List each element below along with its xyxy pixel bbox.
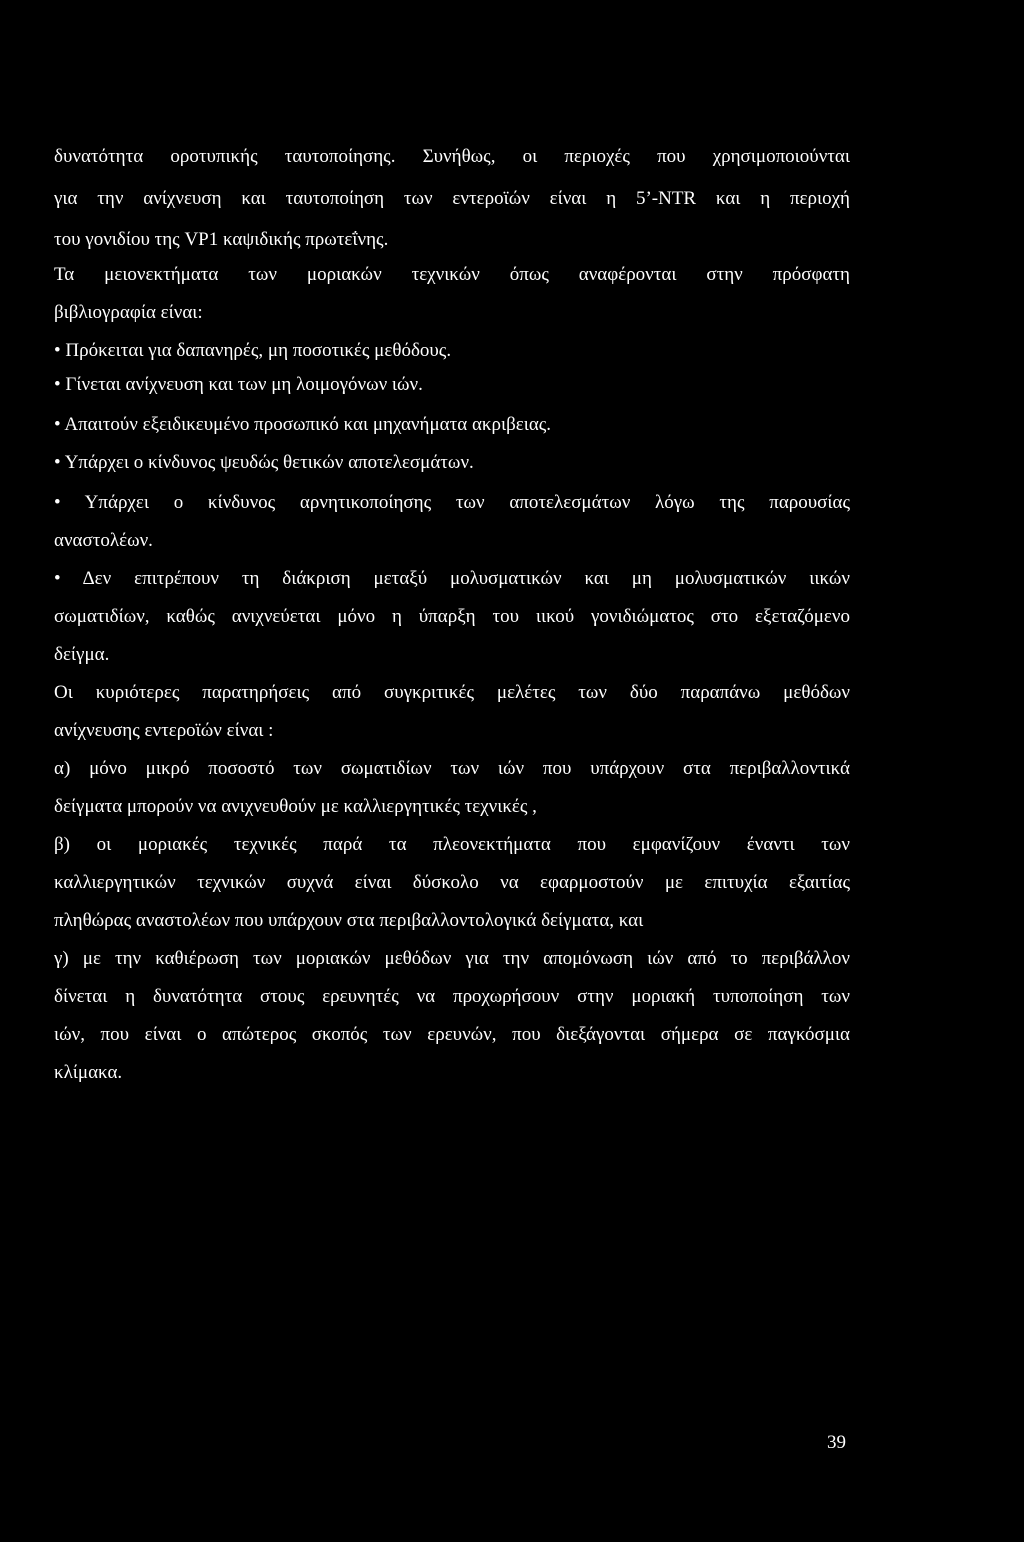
text-line: κλίμακα. <box>54 1062 123 1083</box>
bullet-item: • Πρόκειται για δαπανηρές, μη ποσοτικές μεθόδους. <box>54 340 452 361</box>
text-line: α) μόνο μικρό ποσοστό των σωματιδίων των ιών που υπάρχουν στα περιβαλλοντικά <box>54 758 850 779</box>
text-line: καλλιεργητικών τεχνικών συχνά είναι δύσκολο να εφαρμοστούν με επιτυχία εξαιτίας <box>54 872 850 893</box>
text-line: δείγματα μπορούν να ανιχνευθούν με καλλιεργητικές τεχνικές , <box>54 796 537 817</box>
text-line: γ) με την καθιέρωση των μοριακών μεθόδων για την απομόνωση ιών από το περιβάλλον <box>54 948 850 969</box>
text-line: ιών, που είναι ο απώτερος σκοπός των ερευνών, που διεξάγονται σήμερα σε παγκόσμια <box>54 1024 850 1045</box>
text-line: Οι κυριότερες παρατηρήσεις από συγκριτικές μελέτες των δύο παραπάνω μεθόδων <box>54 682 850 703</box>
text-line: Τα μειονεκτήματα των μοριακών τεχνικών όπως αναφέρονται στην πρόσφατη <box>54 264 850 285</box>
text-line: για την ανίχνευση και ταυτοποίηση των εντεροϊών είναι η 5’-NTR και η περιοχή <box>54 188 850 209</box>
text-line: σωματιδίων, καθώς ανιχνεύεται μόνο η ύπαρξη του ιικού γονιδιώματος στο εξεταζόμενο <box>54 606 850 627</box>
bullet-item: • Υπάρχει ο κίνδυνος αρνητικοποίησης των αποτελεσμάτων λόγω της παρουσίας <box>54 492 850 513</box>
text-line: δυνατότητα οροτυπικής ταυτοποίησης. Συνήθως, οι περιοχές που χρησιμοποιούνται <box>54 146 850 167</box>
page-number: 39 <box>827 1432 846 1453</box>
text-line: δείγμα. <box>54 644 110 665</box>
text-line: β) οι μοριακές τεχνικές παρά τα πλεονεκτήματα που εμφανίζουν έναντι των <box>54 834 850 855</box>
bullet-item: • Γίνεται ανίχνευση και των μη λοιμογόνων ιών. <box>54 374 423 395</box>
bullet-item: • Υπάρχει ο κίνδυνος ψευδώς θετικών αποτελεσμάτων. <box>54 452 474 473</box>
bullet-item: • Δεν επιτρέπουν τη διάκριση μεταξύ μολυσματικών και μη μολυσματικών ιικών <box>54 568 850 589</box>
text-line: πληθώρας αναστολέων που υπάρχουν στα περιβαλλοντολογικά δείγματα, και <box>54 910 644 931</box>
text-line: βιβλιογραφία είναι: <box>54 302 203 323</box>
text-line: του γονιδίου της VP1 καψιδικής πρωτεΐνης. <box>54 229 389 250</box>
text-line: αναστολέων. <box>54 530 153 551</box>
bullet-item: • Απαιτούν εξειδικευμένο προσωπικό και μηχανήματα ακριβειας. <box>54 414 552 435</box>
text-line: ανίχνευσης εντεροϊών είναι : <box>54 720 274 741</box>
text-line: δίνεται η δυνατότητα στους ερευνητές να προχωρήσουν στην μοριακή τυποποίηση των <box>54 986 850 1007</box>
